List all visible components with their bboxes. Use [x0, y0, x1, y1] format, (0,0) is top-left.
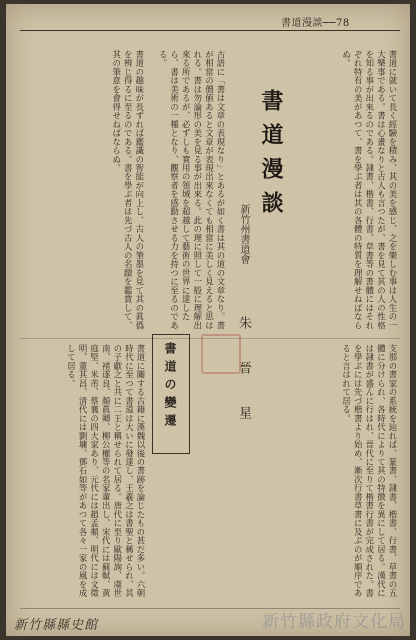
running-header [281, 14, 350, 29]
body-lower-right: 支那の書家の系統を辿れば、篆書、隷書、楷書、行書、草書の五體に分けられ、各時代によりて其の特徴を異にして居る。漢代には隷書が盛んに行はれ、晉代に至りて楷書行書が完成された。書を學ぶには先づ楷書より始め、漸次行書草書に及ぶのが順序であると言はれて居る。 [341, 344, 398, 598]
archive-watermark: 新竹縣政府文化局 [262, 612, 406, 632]
running-head-text: 書道漫談── [281, 18, 337, 29]
author-name: 朱 晉 星 [236, 316, 251, 434]
header-rule [20, 30, 400, 31]
book-page [6, 4, 410, 636]
page-number: 78 [336, 18, 350, 29]
body-upper-left: 古語に「書は文章の表現なり」とあるが如く書は其の道の文章なり。書が相當の價値あると文章が表現出來なくても相當に美しく見えると思はれる。書は勿論形の美を見る事が出來る。此の理に照して一般に理解出來る所であるが、必ずしも實用の領域を超越して藝術の世界に達したら、書は美術の一種となり、觀察者を感動させる力を持つに至るのである。 書道の趣味が長ずれば鑑識の智能が向上し、古人の筆墨を見て其の眞僞を辨じ得るに至るのである。書を學ぶ者は先づ古人の名蹟を鑑賞して、其の筆意を會得せねばならぬ。 [111, 50, 226, 330]
author-organization: 新竹州書道會 [238, 204, 249, 264]
section-heading: 書道の變遷 [163, 342, 177, 432]
body-lower-left: 書道に關する古籍に漢魏以後の書跡を論じたもの甚だ多い。六朝時代に至つて書道は大いに發達し、王羲之は書聖と稱せられ、其の子獻之と共に二王と稱せられて居る。唐代に至り歐陽詢、虞世南、褚遂良、顏眞卿、柳公權等の名家輩出し、宋代には蘇軾、黃庭堅、米芾、蔡襄の四大家あり、元代には趙孟頫、明代には文徵明、董其昌、清代には劉墉、鄧石如等があつて各々一家の風を成して居る。 [66, 344, 146, 598]
body-upper-right: 書道に就いて長く經驗を積み、其の美を感じ、之を樂しむ事は人生の一大樂事である。書は心畫なりと古人も言つたが、書を見て其の人の性格を知る事が出來るのである。隷書、楷書、行書、草書等の書體にはそれぞれ特有の美があつて、書を學ぶ者は其の各體の特質を理解せねばならぬ。 [341, 50, 398, 330]
article-title: 書道漫談 [258, 89, 284, 225]
library-mark: 新竹縣縣史館 [14, 618, 99, 633]
